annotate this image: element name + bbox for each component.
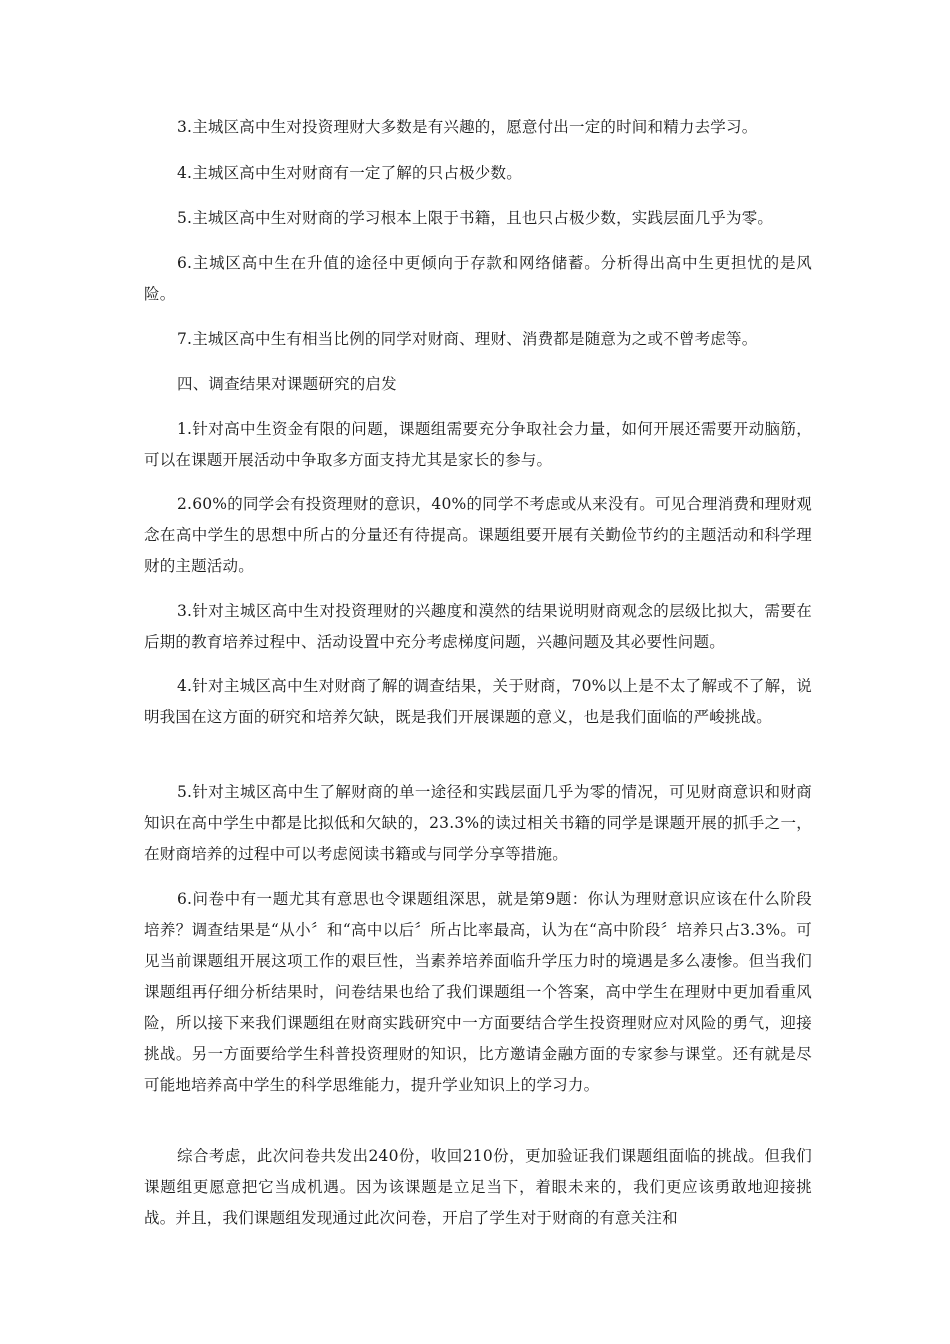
implication-6: 6.问卷中有一题尤其有意思也令课题组深思，就是第9题：你认为理财意识应该在什么阶段培养？调查结果是“从小〞和“高中以后〞所占比率最高，认为在“高中阶段〞培养只占3.3%。可见当前课题组开展这项工作的艰巨性，当素养培养面临升学压力时的境遇是多么凄惨。但当我们课题组再仔细分析结果时，问卷结果也给了我们课题组一个答案，高中学生在理财中更加看重风险，所以接下来我们课题组在财商实践研究中一方面要结合学生投资理财应对风险的勇气，迎接挑战。另一方面要给学生科普投资理财的知识，比方邀请金融方面的专家参与课堂。还有就是尽可能地培养高中学生的科学思维能力，提升学业知识上的学习力。 [144, 890, 812, 1094]
implication-5: 5.针对主城区高中生了解财商的单一途径和实践层面几乎为零的情况，可见财商意识和财商知识在高中学生中都是比拟低和欠缺的，23.3%的读过相关书籍的同学是课题开展的抓手之一，在财商培养的过程中可以考虑阅读书籍或与同学分享等措施。 [144, 783, 812, 863]
finding-5: 5.主城区高中生对财商的学习根本上限于书籍，且也只占极少数，实践层面几乎为零。 [177, 209, 774, 227]
implication-4: 4.针对主城区高中生对财商了解的调查结果，关于财商，70%以上是不太了解或不了解，说明我国在这方面的研究和培养欠缺，既是我们开展课题的意义，也是我们面临的严峻挑战。 [144, 677, 812, 726]
implication-1: 1.针对高中生资金有限的问题，课题组需要充分争取社会力量，如何开展还需要开动脑筋，可以在课题开展活动中争取多方面支持尤其是家长的参与。 [144, 420, 812, 469]
implication-2: 2.60%的同学会有投资理财的意识，40%的同学不考虑或从来没有。可见合理消费和理财观念在高中学生的思想中所占的分量还有待提高。课题组要开展有关勤俭节约的主题活动和科学理财的主题活动。 [144, 495, 812, 575]
finding-6: 6.主城区高中生在升值的途径中更倾向于存款和网络储蓄。分析得出高中生更担忧的是风险。 [144, 254, 812, 303]
implication-3: 3.针对主城区高中生对投资理财的兴趣度和漠然的结果说明财商观念的层级比拟大，需要在后期的教育培养过程中、活动设置中充分考虑梯度问题，兴趣问题及其必要性问题。 [144, 602, 812, 651]
finding-4: 4.主城区高中生对财商有一定了解的只占极少数。 [177, 164, 522, 182]
section-heading: 四、调查结果对课题研究的启发 [177, 375, 397, 393]
conclusion-paragraph: 综合考虑，此次问卷共发出240份，收回210份，更加验证我们课题组面临的挑战。但我们课题组更愿意把它当成机遇。因为该课题是立足当下，着眼未来的，我们更应该勇敢地迎接挑战。并且，我们课题组发现通过此次问卷，开启了学生对于财商的有意关注和 [144, 1147, 812, 1227]
finding-7: 7.主城区高中生有相当比例的同学对财商、理财、消费都是随意为之或不曾考虑等。 [177, 330, 758, 348]
finding-3: 3.主城区高中生对投资理财大多数是有兴趣的，愿意付出一定的时间和精力去学习。 [177, 118, 758, 136]
